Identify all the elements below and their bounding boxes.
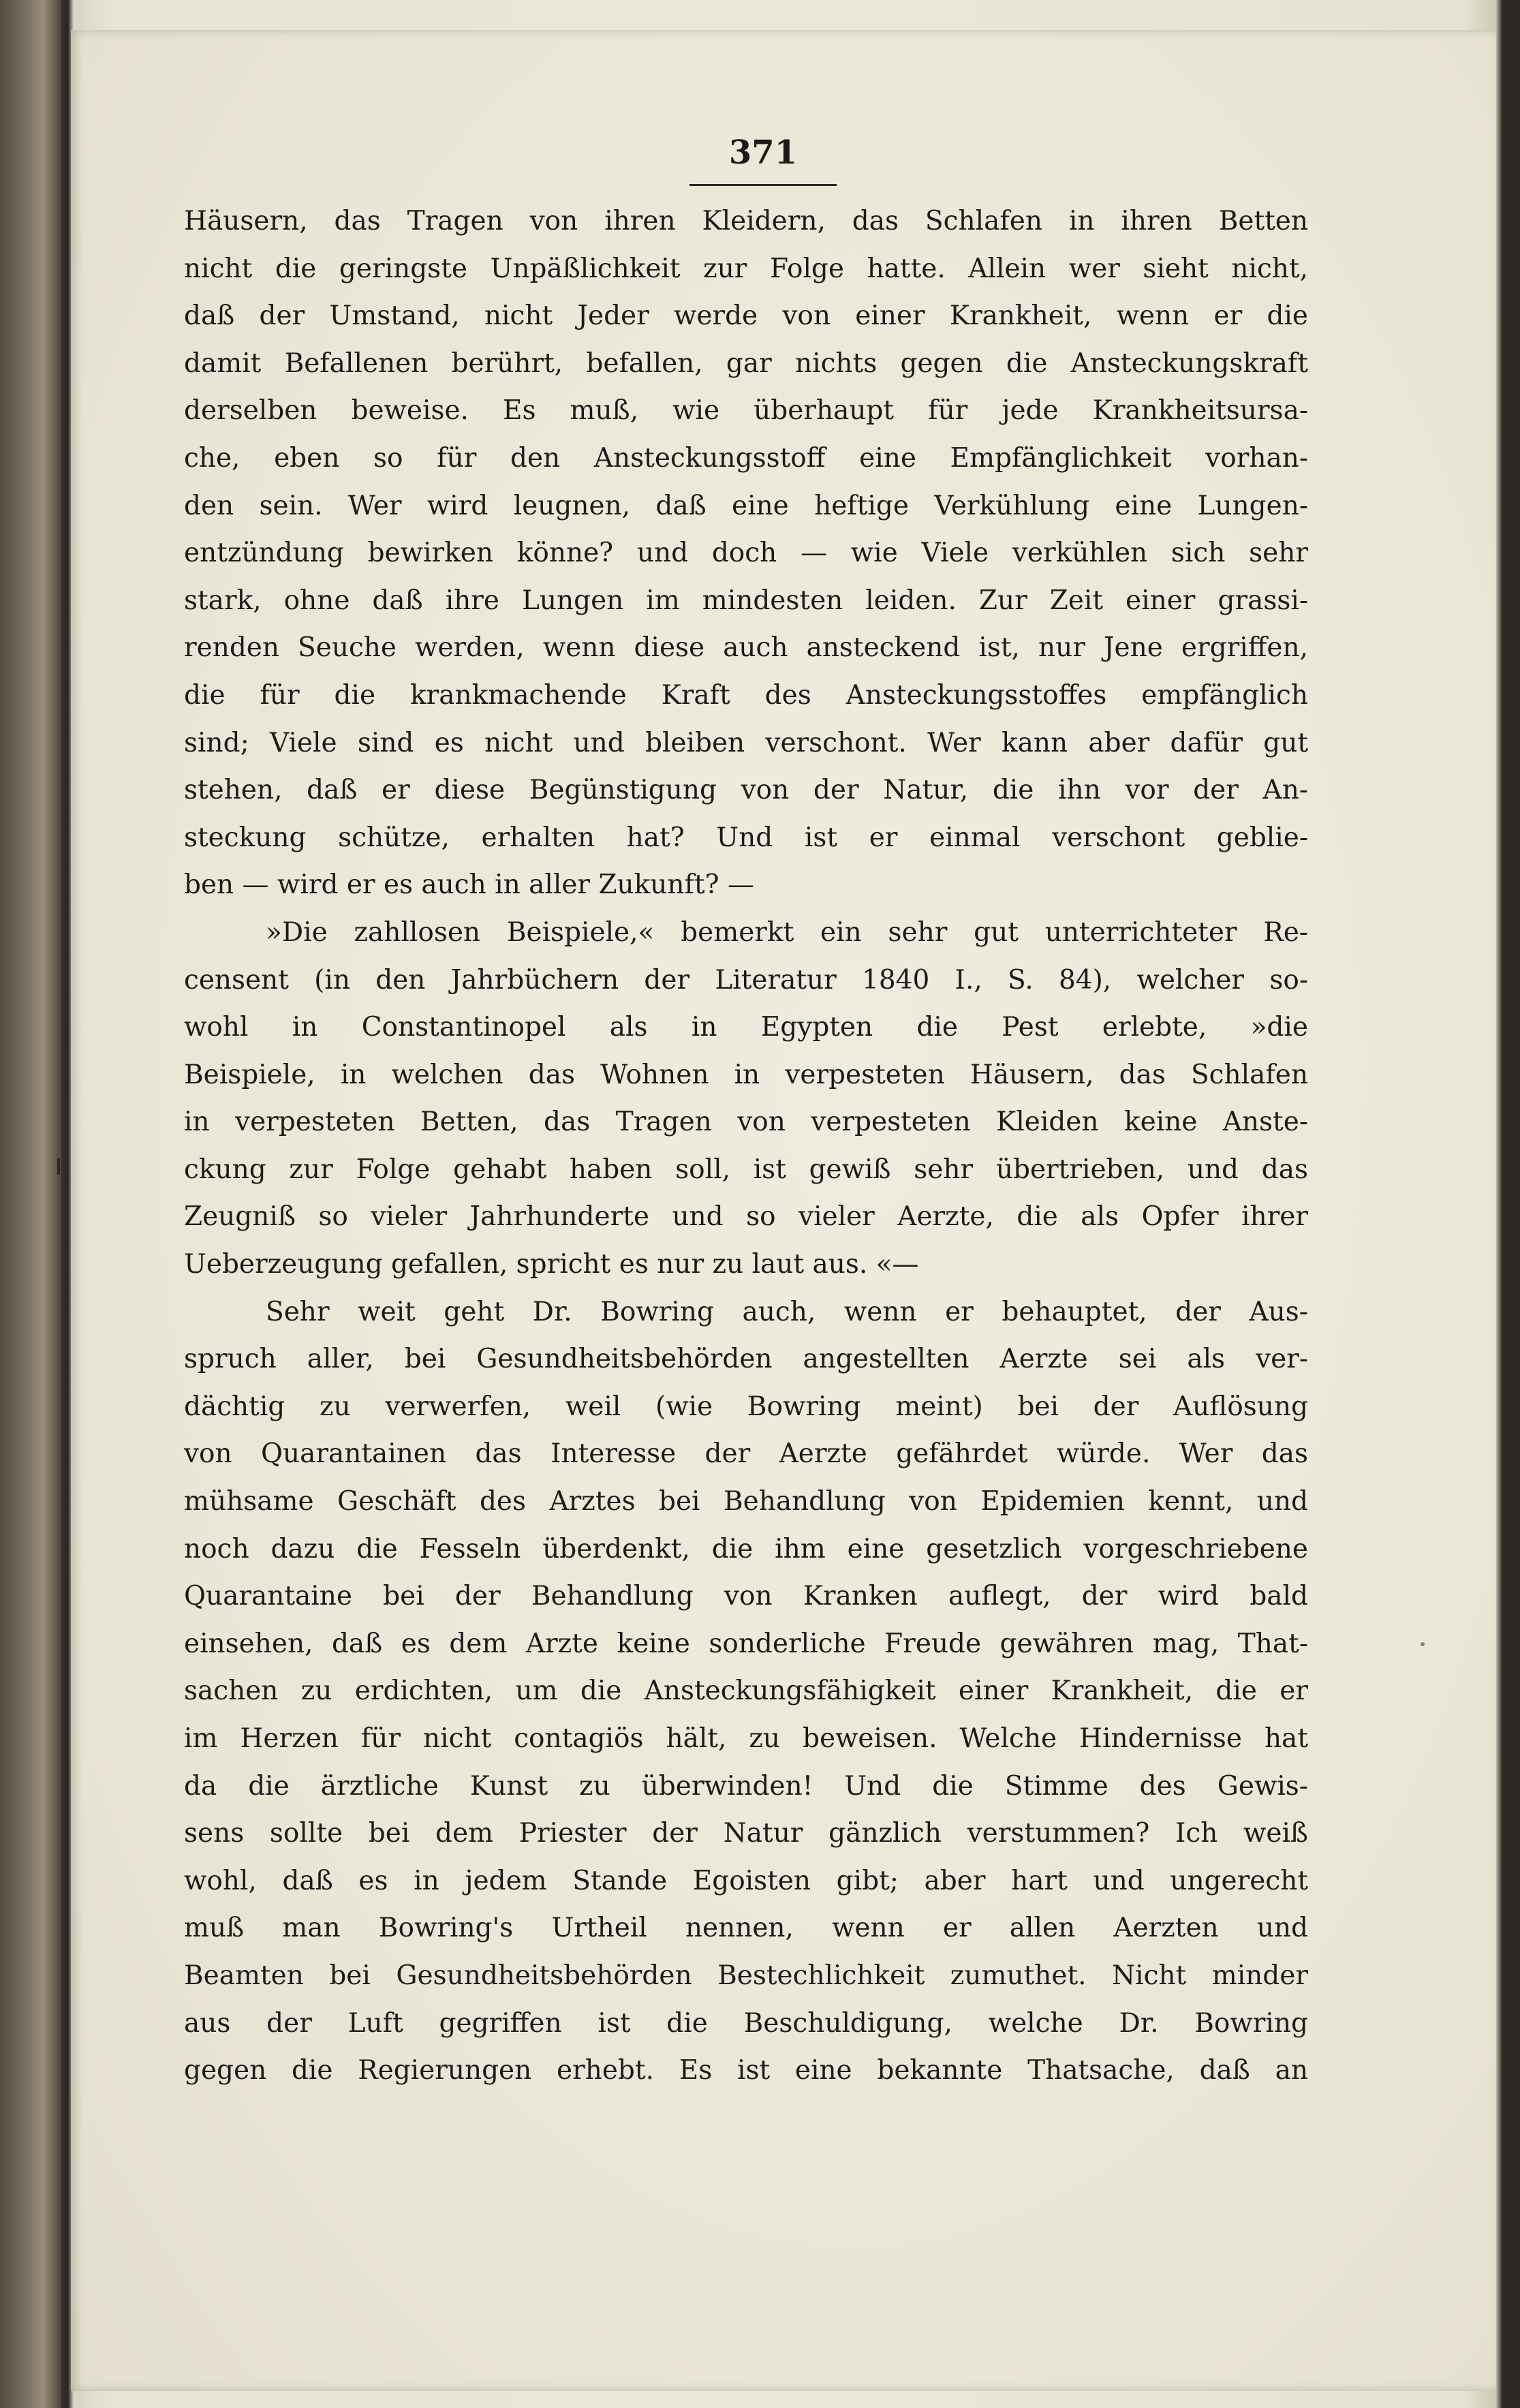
text-line: Beamten bei Gesundheitsbehörden Bestechlichkeit zumuthet. Nicht minder xyxy=(184,1960,1308,1991)
paper-spot xyxy=(1421,1642,1425,1646)
binding-edge xyxy=(0,0,61,2408)
text-line: sens sollte bei dem Priester der Natur gänzlich verstummen? Ich weiß xyxy=(184,1818,1308,1849)
text-line: renden Seuche werden, wenn diese auch ansteckend ist, nur Jene ergriffen, xyxy=(184,632,1308,664)
text-line: entzündung bewirken könne? und doch — wie Viele verkühlen sich sehr xyxy=(184,538,1308,569)
text-line: von Quarantainen das Interesse der Aerzte gefährdet würde. Wer das xyxy=(184,1438,1308,1470)
text-line: noch dazu die Fesseln überdenkt, die ihm eine gesetzlich vorgeschriebene xyxy=(184,1533,1308,1564)
text-line: Zeugniß so vieler Jahrhunderte und so vieler Aerzte, die als Opfer ihrer xyxy=(184,1201,1308,1233)
text-line: da die ärztliche Kunst zu überwinden! Und die Stimme des Gewis- xyxy=(184,1770,1308,1802)
text-line: stehen, daß er diese Begünstigung von der Natur, die ihn vor der An- xyxy=(184,775,1308,806)
text-line: einsehen, daß es dem Arzte keine sonderliche Freude gewähren mag, That- xyxy=(184,1628,1308,1659)
text-line: censent (in den Jahrbüchern der Literatur 1840 I., S. 84), welcher so- xyxy=(184,964,1308,995)
text-line: dächtig zu verwerfen, weil (wie Bowring meint) bei der Auflösung xyxy=(184,1391,1308,1422)
text-line: den sein. Wer wird leugnen, daß eine heftige Verkühlung eine Lungen- xyxy=(184,490,1308,521)
header-rule xyxy=(689,184,837,186)
text-line: derselben beweise. Es muß, wie überhaupt für jede Krankheitsursa- xyxy=(184,395,1308,427)
page-number: 371 xyxy=(728,134,798,172)
text-line: Sehr weit geht Dr. Bowring auch, wenn er behauptet, der Aus- xyxy=(266,1296,1308,1327)
text-line: Ueberzeugung gefallen, spricht es nur zu laut aus. «— xyxy=(184,1249,919,1280)
edge-mark xyxy=(57,1158,60,1175)
text-line: muß man Bowring's Urtheil nennen, wenn er allen Aerzten und xyxy=(184,1913,1308,1944)
text-line: gegen die Regierungen erhebt. Es ist eine bekannte Thatsache, daß an xyxy=(184,2055,1308,2086)
text-line: wohl, daß es in jedem Stande Egoisten gibt; aber hart und ungerecht xyxy=(184,1865,1308,1896)
text-line: in verpesteten Betten, das Tragen von verpesteten Kleiden keine Anste- xyxy=(184,1107,1308,1138)
text-line: aus der Luft gegriffen ist die Beschuldigung, welche Dr. Bowring xyxy=(184,2007,1308,2039)
text-line: Häusern, das Tragen von ihren Kleidern, das Schlafen in ihren Betten xyxy=(184,206,1308,236)
text-line: sachen zu erdichten, um die Ansteckungsfähigkeit einer Krankheit, die er xyxy=(184,1676,1308,1707)
text-line: ben — wird er es auch in aller Zukunft? — xyxy=(184,869,754,901)
text-line: Beispiele, in welchen das Wohnen in verpesteten Häusern, das Schlafen xyxy=(184,1059,1308,1090)
text-line: die für die krankmachende Kraft des Ansteckungsstoffes empfänglich xyxy=(184,679,1308,711)
text-line: che, eben so für den Ansteckungsstoff eine Empfänglichkeit vorhan- xyxy=(184,442,1308,474)
text-line: stark, ohne daß ihre Lungen im mindesten leiden. Zur Zeit einer grassi- xyxy=(184,585,1308,616)
text-line: damit Befallenen berührt, befallen, gar nichts gegen die Ansteckungskraft xyxy=(184,348,1308,379)
text-line: steckung schütze, erhalten hat? Und ist er einmal verschont geblie- xyxy=(184,822,1308,853)
text-line: daß der Umstand, nicht Jeder werde von einer Krankheit, wenn er die xyxy=(184,300,1308,332)
text-line: ckung zur Folge gehabt haben soll, ist gewiß sehr übertrieben, und das xyxy=(184,1154,1308,1185)
text-line: spruch aller, bei Gesundheitsbehörden angestellten Aerzte sei als ver- xyxy=(184,1344,1308,1375)
text-line: sind; Viele sind es nicht und bleiben verschont. Wer kann aber dafür gut xyxy=(184,727,1308,758)
body-text xyxy=(184,198,1308,2095)
text-line: Quarantaine bei der Behandlung von Kranken auflegt, der wird bald xyxy=(184,1581,1308,1612)
text-line: nicht die geringste Unpäßlichkeit zur Folge hatte. Allein wer sieht nicht, xyxy=(184,253,1308,284)
text-line: »Die zahllosen Beispiele,« bemerkt ein sehr gut unterrichteter Re- xyxy=(266,916,1308,948)
text-line: mühsame Geschäft des Arztes bei Behandlung von Epidemien kennt, und xyxy=(184,1486,1308,1517)
text-line: im Herzen für nicht contagiös hält, zu beweisen. Welche Hindernisse hat xyxy=(184,1723,1308,1754)
text-line: wohl in Constantinopel als in Egypten die Pest erlebte, »die xyxy=(184,1012,1308,1043)
